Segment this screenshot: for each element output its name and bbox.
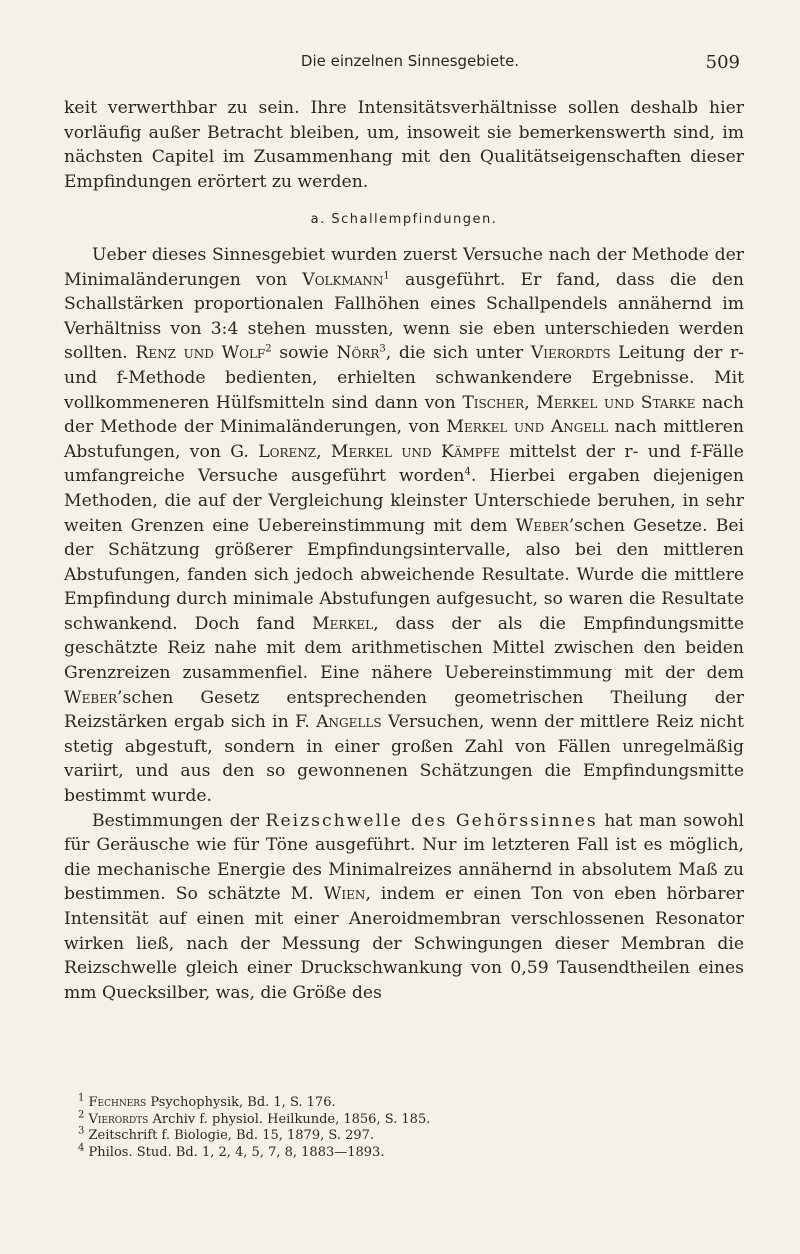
footnote-3: $^3$ Zeitschrift f. Biologie, Bd. 15, 1879, S. 297. bbox=[78, 1125, 375, 1143]
emphasis-spaced: Reizschwelle des Gehörssinnes bbox=[265, 810, 598, 831]
author-name: Vierordts bbox=[530, 343, 611, 364]
footnote-4: $^4$ Philos. Stud. Bd. 1, 2, 4, 5, 7, 8, 1883—1893. bbox=[78, 1142, 385, 1160]
section-heading: a. Schallempfindungen. bbox=[310, 212, 498, 228]
running-title: Die einzelnen Sinnesgebiete. bbox=[300, 52, 520, 70]
author-name: Merkel und Angell bbox=[446, 417, 609, 438]
author-name: Lorenz, Merkel und Kämpfe bbox=[258, 441, 500, 462]
main-text bbox=[64, 96, 744, 1005]
author-name: Renz und Wolf bbox=[135, 343, 266, 364]
author-name: Tischer, Merkel und Starke bbox=[462, 392, 696, 413]
page-header bbox=[80, 52, 740, 76]
paragraph-continuation: keit verwerthbar zu sein. Ihre Intensitätsverhältnisse sollen deshalb hier vorläufig außer Betracht bleiben, um, insoweit sie bemerkenswerth sind, im nächsten Capitel im Zusammenhang mit den Qualitätseigenschaften dieser Empfindungen erörtert zu werden. bbox=[64, 98, 744, 192]
author-name: Nörr bbox=[336, 343, 380, 364]
footnote-2: $^2$ Vierordts Archiv f. physiol. Heilkunde, 1856, S. 185. bbox=[78, 1109, 431, 1127]
footnote-ref: 2 bbox=[265, 343, 272, 355]
page-number: 509 bbox=[705, 52, 740, 73]
footnotes bbox=[78, 1092, 738, 1161]
paragraph-threshold: Bestimmungen der Reizschwelle des Gehörssinnes hat man sowohl für Geräusche wie für Töne ausgeführt. Nur im letzteren Fall ist es möglich, die mechanische Energie des Minimalreizes annähernd in absolutem Maß zu bestimmen. So schätzte M. Wien, indem er einen Ton von eben hörbarer Intensität auf einen mit einer Aneroidmembran verschlossenen Resonator wirken ließ, nach der Messung der Schwingungen dieser Membran die Reizschwelle gleich einer Druckschwankung von 0,59 Tausendtheilen eines mm Quecksilber, was, die Größe des bbox=[64, 810, 745, 1003]
author-name: Weber bbox=[64, 687, 118, 708]
author-name: Merkel bbox=[312, 613, 374, 634]
footnote-ref: 1 bbox=[383, 269, 390, 281]
author-name: Angells bbox=[316, 712, 382, 733]
author-name: Volkmann bbox=[302, 269, 384, 290]
footnote-ref: 3 bbox=[379, 343, 386, 355]
footnote-ref: 4 bbox=[464, 466, 471, 478]
author-name: Weber bbox=[515, 515, 569, 536]
author-name: Wien bbox=[323, 884, 366, 905]
paragraph-methods: Ueber dieses Sinnesgebiet wurden zuerst Versuche nach der Methode der Minimaländerungen von Volkmann$^1$ ausgeführt. Er fand, dass die den Schallstärken proportionalen Fallhöhen eines Schallpendels annähernd im Verhältniss von 3:4 stehen mussten, wenn sie eben unterschieden werden sollten. Renz und Wolf$^2$ sowie Nörr$^3$, die sich unter Vierordts Leitung der r- und f-Methode bedienten, erhielten schwankendere Ergebnisse. Mit vollkommeneren Hülfsmitteln sind dann von Tischer, Merkel und Starke nach der Methode der Minimaländerungen, von Merkel und Angell nach mittleren Abstufungen, von G. Lorenz, Merkel und Kämpfe mittelst der r- und f-Fälle umfangreiche Versuche ausgeführt worden$^4$. Hierbei ergaben diejenigen Methoden, die auf der Vergleichung kleinster Unterschiede beruhen, in sehr weiten Grenzen eine Uebereinstimmung mit dem Weber’schen Gesetze. Bei der Schätzung größerer Empfindungsintervalle, also bei den mittleren Abstufungen, fanden sich jedoch abweichende Resultate. Wurde die mittlere Empfindung durch minimale Abstufungen aufgesucht, so waren die Resultate schwankend. Doch fand Merkel, dass der als die Empfindungsmitte geschätzte Reiz nahe mit dem arithmetischen Mittel zwischen den beiden Grenzreizen zusammenfiel. Eine nähere Uebereinstimmung mit der dem Weber’schen Gesetz entsprechenden geometrischen Theilung der Reizstärken ergab sich in F. Angells Versuchen, wenn der mittlere Reiz nicht stetig abgestuft, sondern in einer großen Zahl von Fällen unregelmäßig variirt, und aus den so gewonnenen Schätzungen die Empfindungsmitte bestimmt wurde. bbox=[64, 244, 745, 807]
footnote-1: $^1$ Fechners Psychophysik, Bd. 1, S. 176. bbox=[78, 1092, 336, 1110]
